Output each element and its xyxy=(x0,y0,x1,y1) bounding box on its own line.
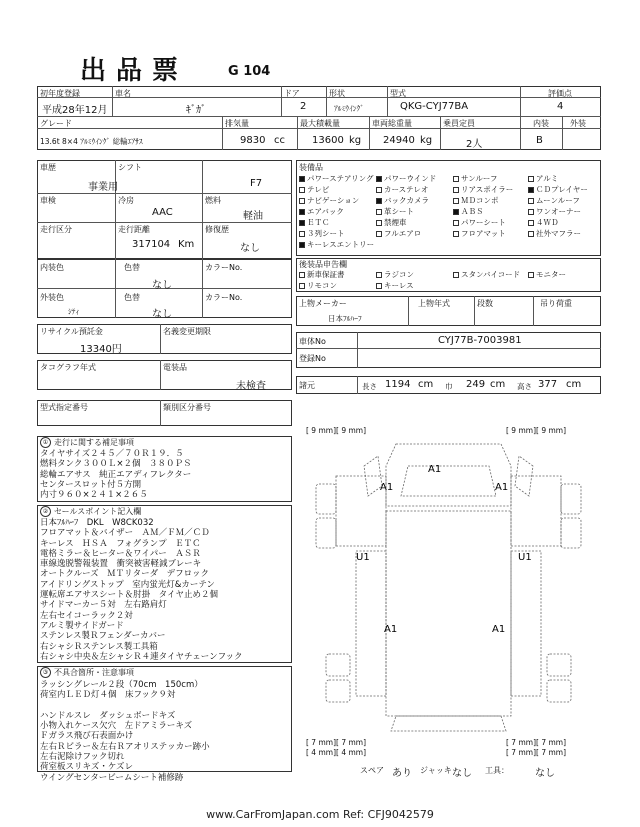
unchecked-box-icon xyxy=(299,231,305,237)
equipment-item xyxy=(299,206,344,217)
defect-line: ウイングセンタービームシート補修跡 xyxy=(40,772,184,783)
defect-line: 左右Ｒビラー＆左右Ｒアオリステッカー跡小 xyxy=(40,741,210,752)
equipment-item xyxy=(299,228,345,239)
length-value: 1194 xyxy=(385,379,411,390)
equipment-item-label: フルエアロ xyxy=(384,229,422,238)
equipment-item-label: アルミ xyxy=(536,174,559,183)
equipment-item xyxy=(376,206,414,217)
car-name-value: ｷﾞｶﾞ xyxy=(186,105,206,116)
equipment-item xyxy=(453,184,513,195)
defect-line xyxy=(40,701,210,711)
equipment-item-label: 禁煙車 xyxy=(384,218,407,227)
footer-ref: www.CarFromJapan.com Ref: CFJ9042579 xyxy=(206,808,434,821)
first-reg-value: 平成28年12月 xyxy=(42,105,108,116)
equipment-item xyxy=(453,217,506,228)
damage-mark-right-side: U1 xyxy=(518,552,532,563)
equipment-item-label: ワンオーナー xyxy=(536,207,581,216)
equipment-item xyxy=(528,184,588,195)
unchecked-box-icon xyxy=(453,220,459,226)
category-label: 類別区分番号 xyxy=(163,403,211,412)
equipment-item-label: テレビ xyxy=(307,185,330,194)
sales-point-line: フロアマット＆バイザー ＡＭ／ＦＭ／ＣＤ xyxy=(40,528,210,539)
post-mount-item xyxy=(453,269,520,280)
first-reg-label: 初年度登録 xyxy=(40,89,80,98)
fuel-label: 燃料 xyxy=(205,196,221,205)
equipment-item-label: フロアマット xyxy=(461,229,506,238)
run-notes-num: ① xyxy=(40,437,51,448)
tread-top-left: [ 9 mm][ 9 mm] xyxy=(306,426,367,435)
unchecked-box-icon xyxy=(299,198,305,204)
post-mount-item-label: ラジコン xyxy=(384,270,414,279)
sales-points-lines xyxy=(40,518,242,662)
sales-points-header xyxy=(40,506,141,517)
spare-label: スペア xyxy=(360,766,384,775)
int-color-code-label: カラーNo. xyxy=(205,263,243,272)
mileage-class-label: 走行区分 xyxy=(40,225,72,234)
damage-mark-right-rear: A1 xyxy=(492,624,506,635)
unchecked-box-icon xyxy=(376,231,382,237)
ext-color-code-label: カラーNo. xyxy=(205,293,243,302)
max-load-unit: kg xyxy=(349,135,362,146)
shift-value: F7 xyxy=(250,178,263,189)
equipment-item xyxy=(376,228,421,239)
sales-point-line: アルミ製サイドガード xyxy=(40,620,124,631)
damage-mark-left-rear: A1 xyxy=(384,624,398,635)
unchecked-box-icon xyxy=(376,272,382,278)
defects-title: 不具合箇所・注意事項 xyxy=(54,668,134,677)
run-notes-lines xyxy=(40,449,191,500)
history-label: 車歴 xyxy=(40,163,56,172)
chassis-label: 車体No xyxy=(299,337,326,346)
tread-top-right: [ 9 mm][ 9 mm] xyxy=(506,426,567,435)
tread-bottom-right-2: [ 7 mm][ 7 mm] xyxy=(506,748,567,757)
equipment-item-label: ４ＷＤ xyxy=(536,218,559,227)
recycle-value: 13340円 xyxy=(80,344,122,355)
length-label: 長さ xyxy=(362,382,377,391)
equipment-item-label: ＡＢＳ xyxy=(461,207,484,216)
equipment-item-label: リアスポイラー xyxy=(461,185,514,194)
equipment-item xyxy=(453,195,499,206)
post-mount-item xyxy=(376,269,414,280)
inspection-label: 車検 xyxy=(40,196,56,205)
type-cert-label: 型式指定番号 xyxy=(40,403,88,412)
unchecked-box-icon xyxy=(299,272,305,278)
equipment-item-label: パワーシート xyxy=(461,218,506,227)
repair-label: 修復歴 xyxy=(205,225,229,234)
ext-color-label: 外装色 xyxy=(40,293,64,302)
displacement-unit: cc xyxy=(274,135,285,146)
maker-value: 日本ﾌﾙﾊｰﾌ xyxy=(328,314,362,323)
ext-color-change-value: なし xyxy=(152,309,172,320)
name-change-label: 名義変更期限 xyxy=(163,327,211,336)
mileage-unit: Km xyxy=(178,239,195,250)
equipment-item-label: ナビゲーション xyxy=(307,196,360,205)
equipment-item-label: ＥＴＣ xyxy=(307,218,330,227)
sales-point-line: ステンレス製Ｒフェンダーカバー xyxy=(40,631,166,642)
defect-line: Ｆガラス飛び石表面かけ xyxy=(40,731,134,742)
equipment-doc-label: 電装品 xyxy=(163,363,187,372)
shape-value: ｱﾙﾐｳｲﾝｸﾞ xyxy=(334,104,364,113)
post-mount-item-label: リモコン xyxy=(307,281,337,290)
unchecked-box-icon xyxy=(453,272,459,278)
gross-weight-label: 車両総重量 xyxy=(372,119,412,128)
unchecked-box-icon xyxy=(528,231,534,237)
chassis-value: CYJ77B-7003981 xyxy=(438,335,522,346)
checked-box-icon xyxy=(299,209,305,215)
checked-box-icon xyxy=(299,220,305,226)
damage-mark-right-door: A1 xyxy=(495,482,509,493)
equipment-item xyxy=(299,173,374,184)
body-year-label: 上物年式 xyxy=(418,299,450,308)
damage-mark-left-door: A1 xyxy=(380,482,394,493)
sales-point-line: オートクルーズ ＭＴリターダ デフロック xyxy=(40,569,209,580)
post-mount-item xyxy=(299,280,337,291)
max-load-label: 最大積載量 xyxy=(300,119,340,128)
equipment-item xyxy=(299,184,329,195)
sales-point-line: 運転席エアサスシート＆肘掛 タイヤ止め２個 xyxy=(40,590,218,601)
equipment-item xyxy=(528,173,558,184)
exterior-label: 外装 xyxy=(570,119,586,128)
car-name-label: 車名 xyxy=(115,89,131,98)
sales-point-line: 電格ミラー＆ヒーター＆ワイパー ＡＳＲ xyxy=(40,548,201,559)
fuel-value: 軽油 xyxy=(243,211,263,222)
unchecked-box-icon xyxy=(453,176,459,182)
equipment-item xyxy=(528,217,559,228)
sales-point-line: キーレス ＨＳＡ フォグランプ ＥＴＣ xyxy=(40,538,201,549)
defect-line: 小物入れケース欠穴 左ドアミラーキズ xyxy=(40,721,193,732)
equipment-item-label: 社外マフラー xyxy=(536,229,581,238)
repair-value: なし xyxy=(240,243,260,254)
equipment-item xyxy=(376,217,407,228)
jack-label: ジャッキ xyxy=(420,766,452,775)
equipment-item xyxy=(299,239,374,250)
int-color-label: 内装色 xyxy=(40,263,64,272)
run-note-line: 総輪エアサス 純正エアディフレクター xyxy=(40,469,192,480)
width-value: 249 xyxy=(466,379,486,390)
defect-line: ラッシングレール２段（70cm 150cm） xyxy=(40,680,203,690)
grade-label: グレード xyxy=(40,119,72,128)
post-mount-item-label: モニター xyxy=(536,270,566,279)
equipment-item-label: サンルーフ xyxy=(461,174,498,183)
interior-value: B xyxy=(536,135,543,146)
dimensions-label: 諸元 xyxy=(299,381,315,390)
door-label: ドア xyxy=(284,89,300,98)
displacement-label: 排気量 xyxy=(225,119,249,128)
equipment-item-label: ＭＤコンポ xyxy=(461,196,499,205)
door-value: 2 xyxy=(300,101,307,112)
tacho-label: タコグラフ年式 xyxy=(40,363,96,372)
post-mount-item-label: スタンバイコード xyxy=(461,270,521,279)
post-mount-item xyxy=(376,280,414,291)
defects-num: ③ xyxy=(40,667,51,678)
unchecked-box-icon xyxy=(528,220,534,226)
run-note-line: 内寸９６０×２４１×２６５ xyxy=(40,490,148,501)
equipment-item xyxy=(528,195,580,206)
defects-header xyxy=(40,667,134,678)
checked-box-icon xyxy=(453,209,459,215)
ext-color-value: ｼﾃｨ xyxy=(68,307,80,316)
run-notes-title: 走行に関する補足事項 xyxy=(54,438,134,447)
tread-bottom-right-1: [ 7 mm][ 7 mm] xyxy=(506,738,567,747)
checked-box-icon xyxy=(299,242,305,248)
run-note-line: タイヤサイズ２４５／７０Ｒ１９．５ xyxy=(40,449,184,459)
damage-mark-left-side: U1 xyxy=(356,552,370,563)
checked-box-icon xyxy=(376,198,382,204)
equipment-item xyxy=(453,173,498,184)
equipment-item xyxy=(376,184,428,195)
reg-label: 登録No xyxy=(299,354,326,363)
shape-label: 形状 xyxy=(329,89,345,98)
unchecked-box-icon xyxy=(299,283,305,289)
unchecked-box-icon xyxy=(376,220,382,226)
unchecked-box-icon xyxy=(376,283,382,289)
gross-weight-unit: kg xyxy=(420,135,433,146)
lot-number: G 104 xyxy=(228,64,271,79)
post-mount-item-label: 新車保証書 xyxy=(307,270,345,279)
equipment-item-label: 革シート xyxy=(384,207,414,216)
tread-bottom-left-1: [ 7 mm][ 7 mm] xyxy=(306,738,367,747)
ext-color-no-label: 色替 xyxy=(124,293,140,302)
maker-label: 上物メーカー xyxy=(299,299,347,308)
tools-value: なし xyxy=(535,768,555,779)
equipment-item-label: ３列シート xyxy=(307,229,345,238)
sales-points-title: セールスポイント記入欄 xyxy=(54,507,142,516)
checked-box-icon xyxy=(376,176,382,182)
tread-bottom-left-2: [ 4 mm][ 4 mm] xyxy=(306,748,367,757)
unchecked-box-icon xyxy=(299,187,305,193)
defect-line: 荷室板スリキズ・ケズレ xyxy=(40,762,133,773)
defect-line: 荷室内ＬＥＤ灯４個 床フック９対 xyxy=(40,690,176,701)
equipment-item xyxy=(299,217,330,228)
equipment-item-label: パワーステアリング xyxy=(307,174,374,183)
length-unit: cm xyxy=(418,379,434,390)
height-unit: cm xyxy=(566,379,582,390)
tools-label: 工具： xyxy=(485,766,509,775)
post-mount-item xyxy=(528,269,566,280)
steps-label: 段数 xyxy=(477,299,493,308)
equipment-item xyxy=(453,228,506,239)
interior-label: 内装 xyxy=(533,119,549,128)
max-load-value: 13600 xyxy=(312,135,344,146)
unchecked-box-icon xyxy=(453,187,459,193)
equipment-item xyxy=(528,228,581,239)
equipment-item-label: バックカメラ xyxy=(384,196,429,205)
equipment-item xyxy=(528,206,581,217)
defect-line: 左右泥除けフック切れ xyxy=(40,752,125,763)
height-label: 高さ xyxy=(517,382,532,391)
model-label: 型式 xyxy=(390,89,406,98)
shift-label: シフト xyxy=(118,163,142,172)
equipment-item-label: カーステレオ xyxy=(384,185,429,194)
unchecked-box-icon xyxy=(528,198,534,204)
sales-points-num: ② xyxy=(40,506,51,517)
equipment-item-label: ＣＤプレイヤー xyxy=(536,185,588,194)
grade-score-value: 4 xyxy=(557,101,564,112)
displacement-value: 9830 xyxy=(240,135,266,146)
cooling-label: 冷房 xyxy=(118,196,134,205)
recycle-label: リサイクル預託金 xyxy=(40,327,103,336)
unchecked-box-icon xyxy=(453,198,459,204)
post-mount-item xyxy=(299,269,345,280)
equipment-item xyxy=(299,195,359,206)
int-color-value: なし xyxy=(152,280,172,291)
width-label: 巾 xyxy=(445,382,453,391)
unchecked-box-icon xyxy=(376,187,382,193)
mileage-label: 走行距離 xyxy=(118,225,150,234)
hoist-label: 吊り荷重 xyxy=(540,299,572,308)
unchecked-box-icon xyxy=(376,209,382,215)
capacity-value: 2人 xyxy=(466,139,483,150)
unchecked-box-icon xyxy=(453,231,459,237)
sales-point-line: 車線逸脱警報装置 衝突被害軽減ブレーキ xyxy=(40,559,202,570)
checked-box-icon xyxy=(528,187,534,193)
int-color-no-label: 色替 xyxy=(124,263,140,272)
sales-point-line: アイドリングストップ 室内蛍光灯&カーテン xyxy=(40,579,215,590)
sales-point-line: サイドマーカー５対 左右路肩灯 xyxy=(40,600,167,611)
height-value: 377 xyxy=(538,379,558,390)
post-mount-item-label: キーレス xyxy=(384,281,414,290)
history-value: 事業用 xyxy=(88,182,118,193)
gross-weight-value: 24940 xyxy=(383,135,415,146)
spare-value: あり xyxy=(392,768,412,779)
unchecked-box-icon xyxy=(528,272,534,278)
equipment-doc-value: 未検査 xyxy=(236,381,266,392)
width-unit: cm xyxy=(490,379,506,390)
unchecked-box-icon xyxy=(528,176,534,182)
run-note-line: 燃料タンク３００Ｌ×２個 ３８０ＰＳ xyxy=(40,459,192,470)
model-value: QKG-CYJ77BA xyxy=(400,101,469,112)
run-notes-header xyxy=(40,437,134,448)
run-note-line: センタースロット付５方開 xyxy=(40,479,142,490)
grade-score-label: 評価点 xyxy=(548,89,572,98)
equipment-item-label: エアバック xyxy=(307,207,344,216)
equipment-item xyxy=(376,173,436,184)
sales-point-line: 右シャシＲステンレス製工具箱 xyxy=(40,641,158,652)
sales-point-line: 左右セイコーラック２対 xyxy=(40,610,133,621)
cooling-value: AAC xyxy=(152,207,173,218)
equipment-item xyxy=(376,195,429,206)
unchecked-box-icon xyxy=(528,209,534,215)
damage-mark-hood: A1 xyxy=(428,464,442,475)
equipment-title: 装備品 xyxy=(299,163,323,172)
equipment-item-label: ムーンルーフ xyxy=(536,196,580,205)
checked-box-icon xyxy=(299,176,305,182)
mileage-value: 317104 xyxy=(132,239,171,250)
capacity-label: 乗員定員 xyxy=(443,119,475,128)
jack-value: なし xyxy=(452,768,472,779)
sales-point-line: 日本ﾌﾙﾊｰﾌ DKL W8CK032 xyxy=(40,518,154,528)
defects-lines xyxy=(40,680,210,783)
equipment-item-label: キーレスエントリー xyxy=(307,240,375,249)
page-title: 出品票 xyxy=(80,56,189,86)
post-mount-title: 後装品申告欄 xyxy=(299,260,347,269)
grade-value: 13.6t 8×4 ｱﾙﾐｳｲﾝｸﾞ 総輪ｴｱｻｽ xyxy=(40,137,143,146)
defect-line: ハンドルスレ ダッシュボードキズ xyxy=(40,710,176,721)
sales-point-line: 右シャシ中央＆左シャシＲ４連タイヤチェーンフック xyxy=(40,651,243,662)
equipment-item-label: パワーウインド xyxy=(384,174,437,183)
equipment-item xyxy=(453,206,484,217)
truck-diagram xyxy=(296,436,601,736)
